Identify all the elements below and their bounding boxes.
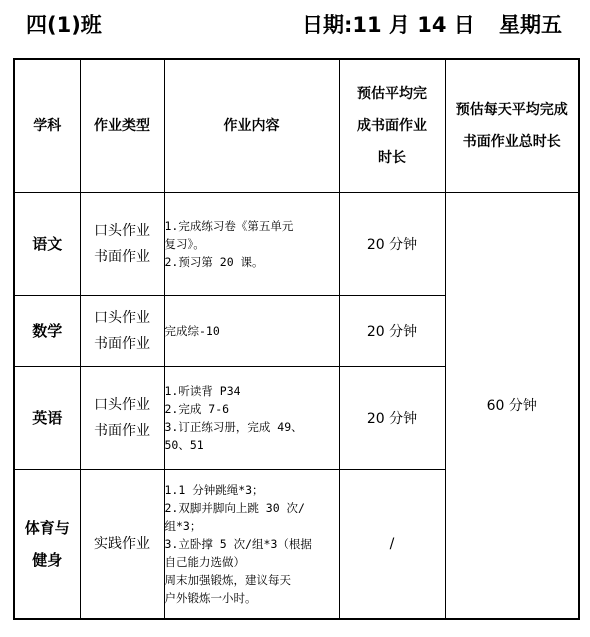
col-header-total-line: 预估每天平均完成 — [455, 101, 568, 118]
type-cell — [80, 192, 164, 295]
time-cell: 20 分钟 — [339, 192, 445, 295]
content-line: 2.完成 7-6 — [164, 401, 230, 416]
col-header-total — [445, 59, 579, 192]
content-cell — [164, 469, 339, 619]
subject-label: 数学 — [32, 321, 63, 340]
content-line: 复习》。 — [164, 236, 205, 251]
header-row — [14, 59, 579, 192]
content-line: 3.立卧撑 5 次/组*3（根据 — [164, 536, 312, 551]
type-label: 口头作业 — [94, 222, 150, 239]
subject-cell — [14, 295, 80, 366]
col-header-time-line: 时长 — [378, 149, 406, 166]
content-line: 3.订正练习册，完成 49、 — [164, 419, 303, 434]
content-line: 自己能力选做） — [164, 554, 245, 569]
subject-label: 体育与 — [24, 518, 70, 537]
content-line: 2.预习第 20 课。 — [164, 254, 264, 269]
type-label: 实践作业 — [94, 535, 150, 552]
col-header-type: 作业类型 — [80, 59, 164, 192]
content-cell — [164, 192, 339, 295]
content-line: 完成综-10 — [164, 323, 220, 338]
content-line: 2.双脚并脚向上跳 30 次/ — [164, 500, 305, 515]
subject-cell — [14, 366, 80, 469]
subject-cell — [14, 469, 80, 619]
type-label: 书面作业 — [94, 248, 150, 265]
time-cell: 20 分钟 — [339, 295, 445, 366]
content-line: 1.完成练习卷《第五单元 — [164, 218, 294, 233]
col-header-total-line: 书面作业总时长 — [462, 133, 561, 150]
type-cell — [80, 366, 164, 469]
time-cell: / — [339, 469, 445, 619]
time-cell: 20 分钟 — [339, 366, 445, 469]
type-label: 口头作业 — [94, 396, 150, 413]
type-cell — [80, 295, 164, 366]
content-cell — [164, 295, 339, 366]
total-time-cell: 60 分钟 — [445, 192, 579, 619]
col-header-time-line: 预估平均完 — [357, 85, 427, 102]
col-header-time-line: 成书面作业 — [357, 117, 427, 134]
col-header-time — [339, 59, 445, 192]
col-header-subject: 学科 — [14, 59, 80, 192]
subject-label: 英语 — [32, 408, 63, 427]
subject-cell — [14, 192, 80, 295]
type-label: 口头作业 — [94, 309, 150, 326]
col-header-content: 作业内容 — [164, 59, 339, 192]
content-cell — [164, 366, 339, 469]
content-line: 50、51 — [164, 437, 204, 452]
type-label: 书面作业 — [94, 335, 150, 352]
subject-label: 健身 — [32, 550, 63, 569]
content-line: 组*3； — [164, 518, 202, 533]
weekday-label: 星期五 — [499, 13, 562, 37]
date-label: 日期:11 月 14 日 — [302, 13, 475, 37]
subject-label: 语文 — [32, 234, 63, 253]
content-line: 1.1 分钟跳绳*3； — [164, 482, 264, 497]
content-line: 1.听读背 P34 — [164, 383, 241, 398]
class-title: 四(1)班 — [26, 13, 102, 37]
type-cell — [80, 469, 164, 619]
content-line: 户外锻炼一小时。 — [164, 590, 257, 605]
table-row — [14, 192, 579, 295]
content-line: 周末加强锻炼，建议每天 — [164, 572, 291, 587]
type-label: 书面作业 — [94, 422, 150, 439]
homework-table — [13, 58, 580, 620]
